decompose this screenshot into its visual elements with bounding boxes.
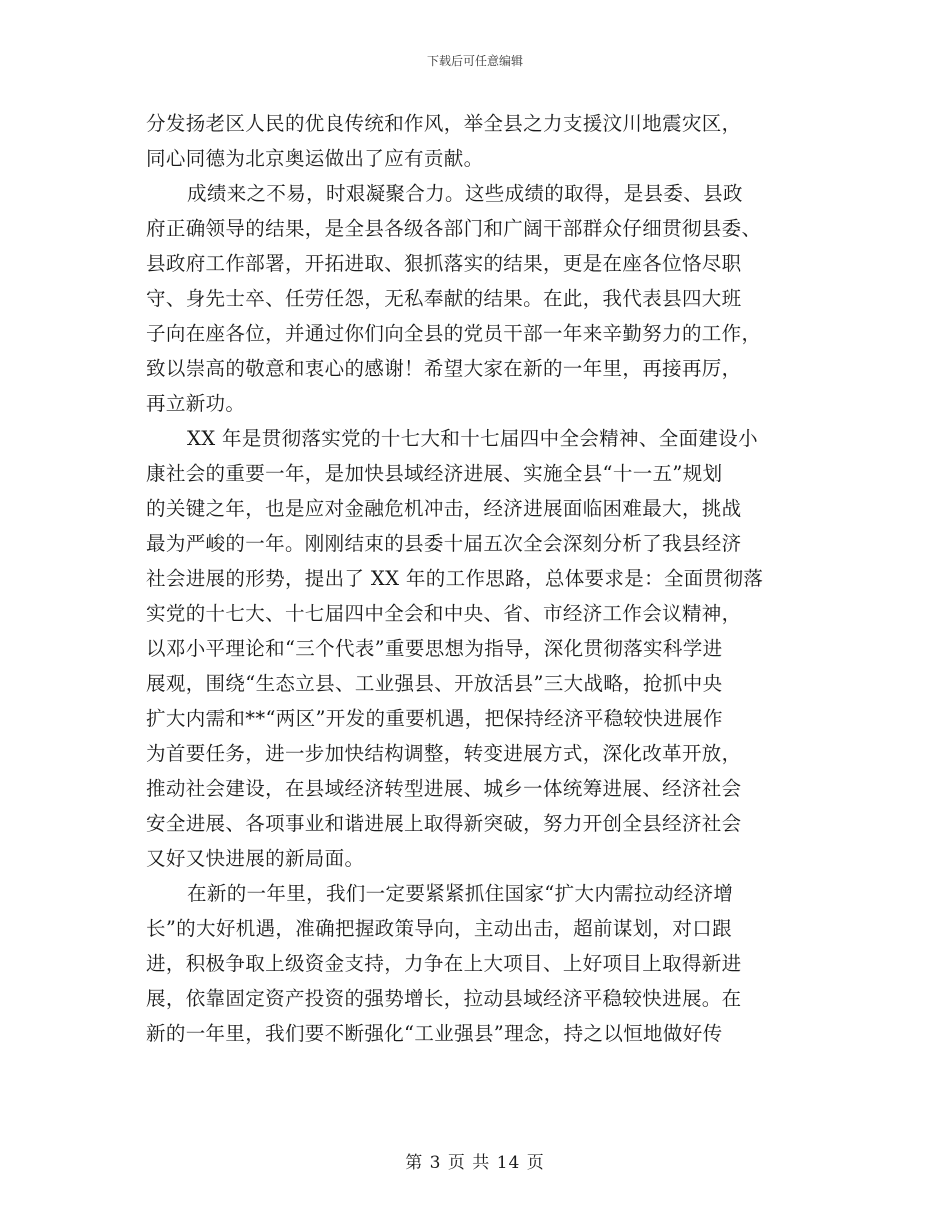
text-line: 以邓小平理论和“三个代表”重要思想为指导，深化贯彻落实科学进 xyxy=(146,637,723,660)
text-line: 实党的十七大、十七届四中全会和中央、省、市经济工作会议精神， xyxy=(146,602,742,625)
text-line: 同心同德为北京奥运做出了应有贡献。 xyxy=(146,147,484,170)
text-line: 分发扬老区人民的优良传统和作风，举全县之力支援汶川地震灾区， xyxy=(146,112,742,135)
paragraph-4 xyxy=(146,876,806,1051)
text-line: 展观，围绕“生态立县、工业强县、开放活县”三大战略，抢抓中央 xyxy=(146,672,723,695)
paragraph-2 xyxy=(146,176,806,421)
text-line: 社会进展的形势，提出了 XX 年的工作思路，总体要求是：全面贯彻落 xyxy=(146,567,764,590)
page-number-footer: 第 3 页 共 14 页 xyxy=(405,1153,545,1173)
text-line: 展，依靠固定资产投资的强势增长，拉动县域经济平稳较快进展。在 xyxy=(146,987,742,1010)
text-line: 推动社会建设，在县域经济转型进展、城乡一体统筹进展、经济社会 xyxy=(146,777,742,800)
text-line: 守、身先士卒、任劳任怨，无私奉献的结果。在此，我代表县四大班 xyxy=(146,287,742,310)
text-line: 又好又快进展的新局面。 xyxy=(146,847,365,870)
document-body xyxy=(146,106,806,1051)
text-line: 在新的一年里，我们一定要紧紧抓住国家“扩大内需拉动经济增 xyxy=(187,882,734,905)
text-line: 县政府工作部署，开拓进取、狠抓落实的结果，更是在座各位恪尽职 xyxy=(146,252,742,275)
text-line: 新的一年里，我们要不断强化“工业强县”理念，持之以恒地做好传 xyxy=(146,1022,723,1045)
page-header: 下载后可任意编辑 xyxy=(426,54,523,68)
paragraph-1 xyxy=(146,106,806,176)
text-line: 致以崇高的敬意和衷心的感谢！希望大家在新的一年里，再接再厉， xyxy=(146,357,742,380)
text-line: 长”的大好机遇，准确把握政策导向，主动出击，超前谋划，对口跟 xyxy=(146,917,732,940)
text-line: 为首要任务，进一步加快结构调整，转变进展方式，深化改革开放， xyxy=(146,742,742,765)
text-line: 府正确领导的结果，是全县各级各部门和广阔干部群众仔细贯彻县委、 xyxy=(146,217,762,240)
paragraph-3 xyxy=(146,421,806,876)
text-line: XX 年是贯彻落实党的十七大和十七届四中全会精神、全面建设小 xyxy=(187,427,758,450)
text-line: 的关键之年，也是应对金融危机冲击，经济进展面临困难最大，挑战 xyxy=(146,497,742,520)
text-line: 子向在座各位，并通过你们向全县的党员干部一年来辛勤努力的工作， xyxy=(146,322,762,345)
text-line: 扩大内需和**“两区”开发的重要机遇，把保持经济平稳较快进展作 xyxy=(146,707,723,730)
text-line: 再立新功。 xyxy=(146,392,246,415)
text-line: 康社会的重要一年，是加快县域经济进展、实施全县“十一五”规划 xyxy=(146,462,723,485)
text-line: 进，积极争取上级资金支持，力争在上大项目、上好项目上取得新进 xyxy=(146,952,742,975)
text-line: 最为严峻的一年。刚刚结束的县委十届五次全会深刻分析了我县经济 xyxy=(146,532,742,555)
text-line: 成绩来之不易，时艰凝聚合力。这些成绩的取得，是县委、县政 xyxy=(187,182,743,205)
text-line: 安全进展、各项事业和谐进展上取得新突破，努力开创全县经济社会 xyxy=(146,812,742,835)
